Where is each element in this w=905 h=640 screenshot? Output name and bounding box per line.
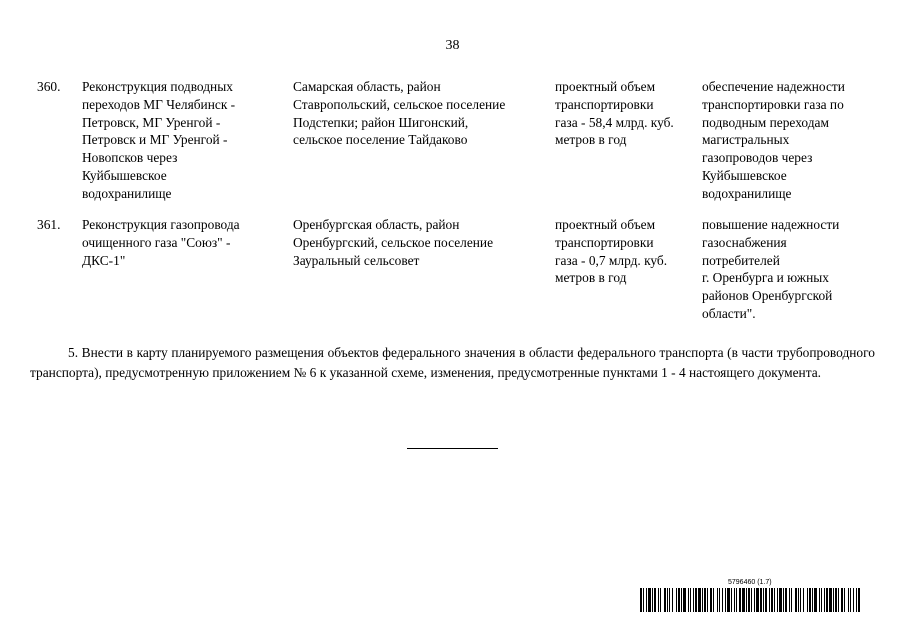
object-location: Самарская область, район Ставропольский, сельское поселение Подстепки; район Шигонский, сельское поселение Тайдаково xyxy=(293,79,506,148)
object-purpose: повышение надежности газоснабжения потребителей г. Оренбурга и южных районов Оренбургской области". xyxy=(702,217,840,321)
barcode-image xyxy=(640,588,860,612)
object-name: Реконструкция газопровода очищенного газа "Союз" - ДКС-1" xyxy=(82,217,240,268)
object-purpose: обеспечение надежности транспортировки газа по подводным переходам магистральных газопроводов через Куйбышевское водохранилище xyxy=(702,79,845,201)
object-location: Оренбургская область, район Оренбургский, сельское поселение Зауральный сельсовет xyxy=(293,217,494,268)
amendment-paragraph: 5. Внести в карту планируемого размещения объектов федерального значения в области федерального транспорта (в части трубопроводного транспорта), предусмотренную приложением № 6 к указанной схеме, изменения, предусмотренные пунктами 1 - 4 настоящего документа. xyxy=(30,345,875,380)
page-number: 38 xyxy=(445,38,460,53)
object-parameters: проектный объем транспортировки газа - 58,4 млрд. куб. метров в год xyxy=(555,79,674,148)
object-parameters: проектный объем транспортировки газа - 0,7 млрд. куб. метров в год xyxy=(555,217,668,286)
end-divider xyxy=(407,448,498,449)
object-name: Реконструкция подводных переходов МГ Челябинск - Петровск, МГ Уренгой - Петровск и МГ Уренгой - Новопсков через Куйбышевское водохранилище xyxy=(82,79,236,201)
row-number: 360. xyxy=(37,79,61,94)
barcode-caption: 5796460 (1.7) xyxy=(728,579,772,586)
row-number: 361. xyxy=(37,217,61,232)
